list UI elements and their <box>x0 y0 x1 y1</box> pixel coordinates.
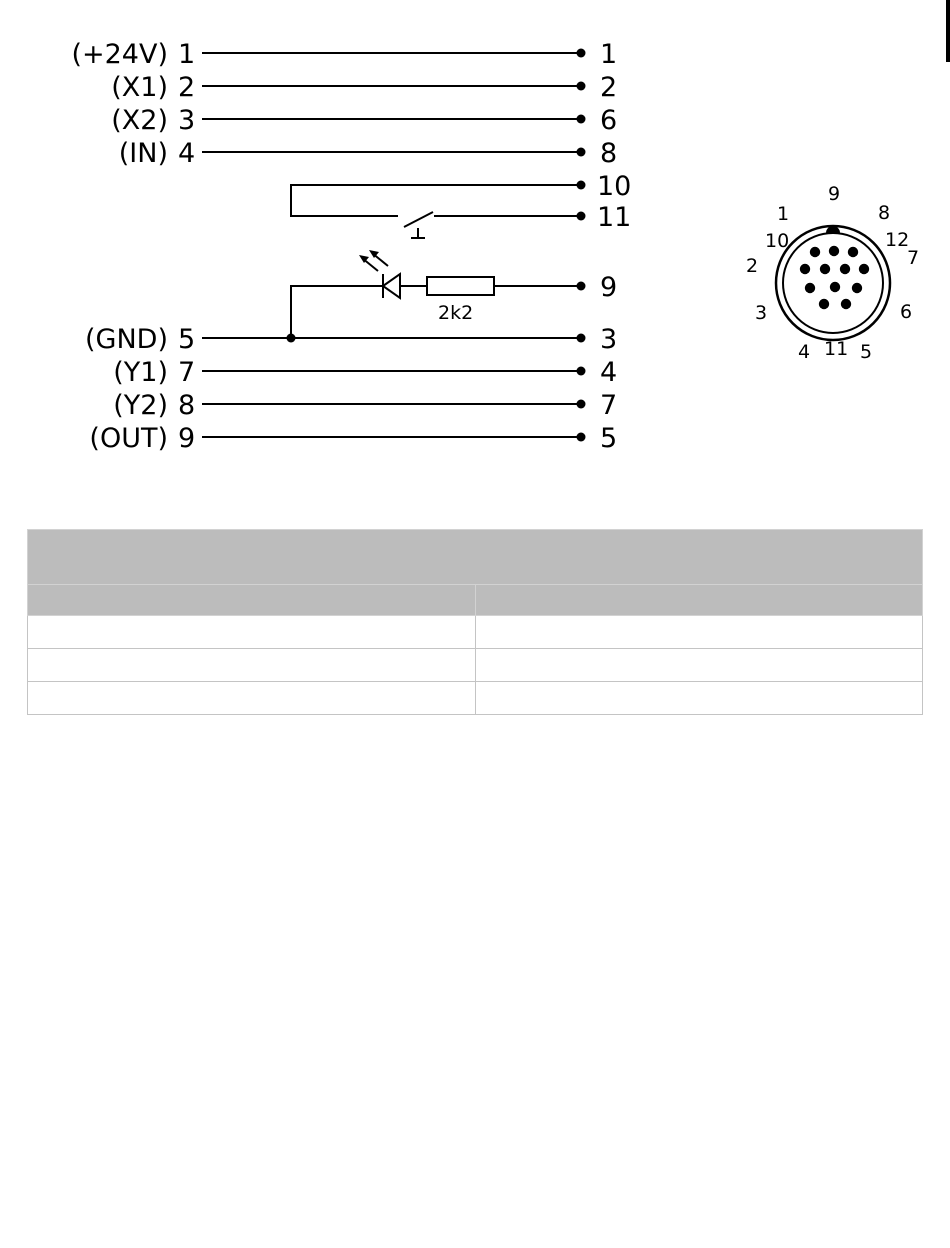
table-row <box>28 682 923 715</box>
signal-label: (GND) <box>85 324 168 355</box>
connector-pin-label: 12 <box>885 229 910 251</box>
connector-pin-label: 7 <box>907 247 920 269</box>
connector-pin-label: 11 <box>824 338 849 360</box>
connector-contacts <box>800 246 869 309</box>
junction-dot <box>287 334 296 343</box>
table-row <box>28 616 923 649</box>
table-column-header-row <box>28 585 923 616</box>
table-cell <box>28 616 476 649</box>
right-pin-number: 5 <box>600 423 618 454</box>
column-header <box>28 585 476 616</box>
right-pin-number: 1 <box>600 39 618 70</box>
table-row <box>28 649 923 682</box>
connector-pin-label: 8 <box>878 202 891 224</box>
wire-row-7 <box>113 390 617 421</box>
table-cell <box>475 682 923 715</box>
table-cell <box>475 649 923 682</box>
terminal-dot <box>577 212 586 221</box>
terminal-dot <box>577 181 586 190</box>
resistor-label: 2k2 <box>438 302 474 324</box>
terminal-dot <box>577 433 586 442</box>
wire-row-8 <box>89 423 617 454</box>
terminal-dot <box>577 115 586 124</box>
connector-pin-label: 4 <box>798 341 811 363</box>
signal-label: (OUT) <box>89 423 168 454</box>
resistor-icon <box>427 277 494 295</box>
led-circuit <box>291 250 617 338</box>
left-pin-number: 5 <box>178 324 196 355</box>
spec-table <box>27 529 923 715</box>
signal-label: (X1) <box>111 72 168 103</box>
signal-label: (IN) <box>118 138 168 169</box>
connector-pin-label: 1 <box>777 203 790 225</box>
left-pin-number: 7 <box>178 357 196 388</box>
signal-label: (Y1) <box>113 357 168 388</box>
wire-row-1 <box>71 39 617 70</box>
led-wire <box>291 286 383 338</box>
left-pin-number: 9 <box>178 423 196 454</box>
signal-label: (Y2) <box>113 390 168 421</box>
right-pin-number: 7 <box>600 390 618 421</box>
switch-pin-11: 11 <box>597 202 632 233</box>
right-pin-number: 2 <box>600 72 618 103</box>
table-cell <box>28 682 476 715</box>
connector-pin-label: 2 <box>746 255 759 277</box>
terminal-dot <box>577 49 586 58</box>
table-header-cell <box>28 530 923 585</box>
connector-pin-label: 6 <box>900 301 913 323</box>
connector-pin-label: 3 <box>755 302 768 324</box>
terminal-dot <box>577 367 586 376</box>
wire-row-2 <box>111 72 617 103</box>
signal-label: (X2) <box>111 105 168 136</box>
light-arrows-icon <box>359 250 388 271</box>
right-pin-number: 4 <box>600 357 618 388</box>
left-pin-number: 4 <box>178 138 196 169</box>
column-header <box>475 585 923 616</box>
connector-face <box>746 183 919 363</box>
connector-pin-label: 10 <box>765 230 790 252</box>
terminal-dot <box>577 400 586 409</box>
diode-icon <box>383 274 400 298</box>
wire-row-6 <box>113 357 617 388</box>
right-pin-number: 3 <box>600 324 618 355</box>
signal-label: (+24V) <box>71 39 168 70</box>
terminal-dot <box>577 282 586 291</box>
table-cell <box>475 616 923 649</box>
terminal-dot <box>577 334 586 343</box>
switch-pin-10: 10 <box>597 171 632 202</box>
terminal-dot <box>577 148 586 157</box>
switch-wire <box>291 185 580 216</box>
right-pin-number: 8 <box>600 138 618 169</box>
switch-circuit <box>291 171 631 238</box>
wire-row-3 <box>111 105 617 136</box>
left-pin-number: 3 <box>178 105 196 136</box>
connector-pin-label: 5 <box>860 341 873 363</box>
left-pin-number: 8 <box>178 390 196 421</box>
led-pin-9: 9 <box>600 272 618 303</box>
table-header-row <box>28 530 923 585</box>
wire-row-4 <box>119 138 617 169</box>
left-pin-number: 1 <box>178 39 196 70</box>
terminal-dot <box>577 82 586 91</box>
table-cell <box>28 649 476 682</box>
left-pin-number: 2 <box>178 72 196 103</box>
right-pin-number: 6 <box>600 105 618 136</box>
wire-row-5 <box>85 324 617 355</box>
wiring-diagram <box>0 0 950 470</box>
switch-lever <box>404 212 433 227</box>
connector-pin-label: 9 <box>828 183 841 205</box>
